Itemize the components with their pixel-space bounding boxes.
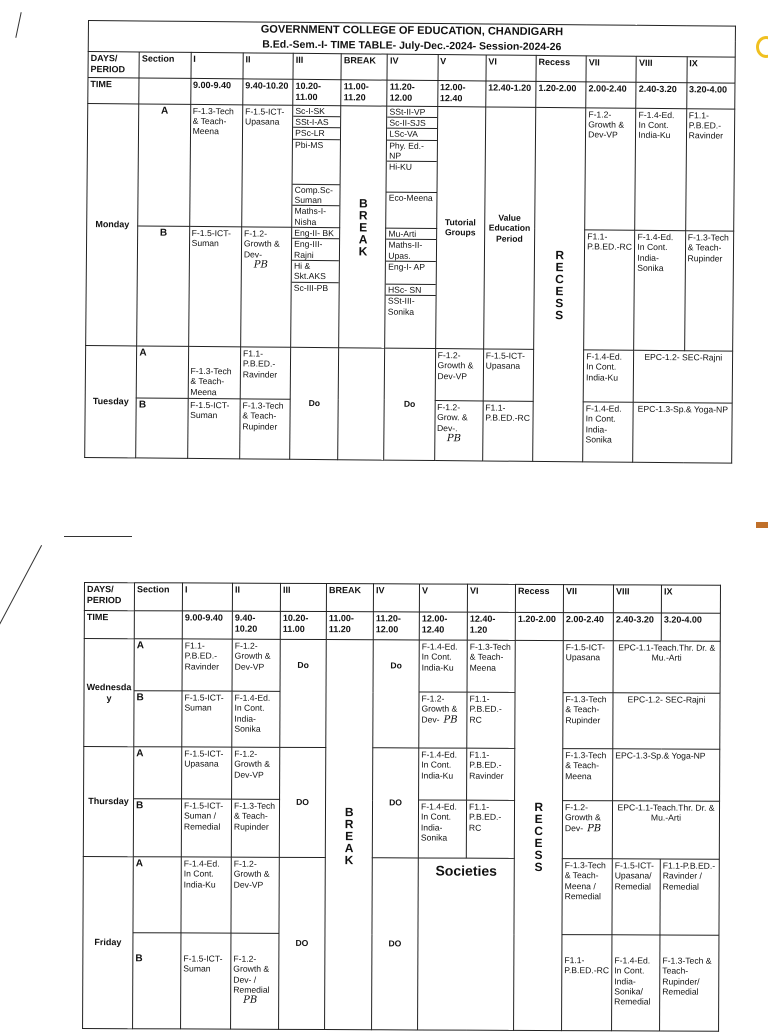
institution-title: GOVERNMENT COLLEGE OF EDUCATION, CHANDIGARH xyxy=(88,21,735,42)
class-cell: F-1.5-ICT-Upasana/ Remedial xyxy=(612,859,660,935)
class-cell: F1.1-P.B.ED.-RC xyxy=(482,401,533,461)
section-label: A xyxy=(136,346,188,398)
header-period-1: I xyxy=(182,583,232,611)
header-period-9: IX xyxy=(687,57,736,83)
handwritten-initials: PB xyxy=(587,822,602,834)
value-education-period: Value Education Period xyxy=(483,107,535,350)
header-period-6: VI xyxy=(486,55,536,81)
class-cell: F-1.3-Tech & Teach-Meena xyxy=(563,749,613,801)
time-slot: 1.20-2.00 xyxy=(515,612,563,640)
do-cell: Do xyxy=(384,348,435,460)
class-cell: F-1.5-ICT-Suman xyxy=(187,398,240,458)
class-cell: F-1.2-Growth & Dev-VP xyxy=(585,108,636,231)
time-slot: 2.00-2.40 xyxy=(563,613,613,641)
header-days-period: DAYS/ PERIOD xyxy=(84,583,134,611)
timetable-1 xyxy=(84,20,736,464)
class-cell: F-1.3-Tech & Teach-Meena xyxy=(189,104,242,227)
time-slot: 11.20-12.00 xyxy=(387,80,437,106)
break-empty xyxy=(338,348,385,460)
epc-cell: EPC-1.3-Sp.& Yoga-NP xyxy=(633,402,732,463)
header-period-2: II xyxy=(232,583,280,611)
header-period-8: VIII xyxy=(613,585,661,613)
subject-item: Eco-Meena xyxy=(388,192,433,204)
timetable-subtitle: B.Ed.-Sem.-I- TIME TABLE- July-Dec.-2024- Session-2024-26 xyxy=(88,36,735,57)
recess-label: RECESS xyxy=(533,107,586,462)
class-cell: F-1.2-Growth & Dev-VP xyxy=(232,747,280,799)
class-cell: F1.1-P.B.ED.-Ravinder xyxy=(182,639,232,691)
subject-item: Sc-I-SK xyxy=(293,106,340,118)
class-cell: F-1.4-Ed. In Cont. India-Sonika xyxy=(232,691,280,747)
subject-item: Sc-II-SJS xyxy=(387,118,436,130)
subject-item: Maths-II-Upas. xyxy=(386,240,435,262)
class-cell: F-1.2-Growth & Dev-VP xyxy=(232,639,280,691)
subject-item: PSc-LR xyxy=(293,128,340,140)
class-cell: F-1.5-ICT-Upasana xyxy=(242,105,293,228)
class-text: F-1.2-Growth & Dev- xyxy=(421,693,458,725)
epc-cell: EPC-1.2- SEC-Rajni xyxy=(613,693,720,749)
header-period-3: III xyxy=(280,583,326,611)
class-cell: F1.1-P.B.ED.-RC xyxy=(584,230,635,350)
time-label: TIME xyxy=(84,611,134,639)
subject-item: Hi & Skt.AKS xyxy=(292,261,339,283)
class-cell xyxy=(231,933,279,1029)
class-cell: F-1.4-Ed. In Cont. India-Ku xyxy=(635,108,686,231)
do-cell: Do xyxy=(290,347,339,459)
handwritten-initials: PB xyxy=(243,994,258,1007)
time-slot: 10.20-11.00 xyxy=(293,79,341,105)
section-label: B xyxy=(133,933,181,1029)
header-period-1: I xyxy=(191,52,244,78)
time-slot: 1.20-2.00 xyxy=(536,81,586,107)
class-cell: F-1.5-ICT-Suman xyxy=(182,691,232,747)
class-cell: F-1.5-ICT-Suman xyxy=(181,933,231,1029)
timetable-page-1 xyxy=(84,20,736,476)
header-days-period: DAYS/ PERIOD xyxy=(88,51,140,77)
class-cell: F-1.3-Tech & Teach-Rupinder/ Remedial xyxy=(660,935,719,1031)
do-cell: DO xyxy=(372,858,419,1030)
day-thursday: Thursday xyxy=(83,747,133,857)
day-tuesday: Tuesday xyxy=(85,345,137,457)
time-slot: 12.00-12.40 xyxy=(437,80,485,106)
class-cell: F-1.3-Tech & Teach-Rupinder xyxy=(240,399,291,459)
class-cell: F-1.3-Tech & Teach-Rupinder xyxy=(231,799,279,857)
section-label: A xyxy=(134,747,182,799)
class-cell: F1.1-P.B.ED.-RC xyxy=(466,800,514,858)
section-label: B xyxy=(133,799,181,857)
societies-cell: Societies xyxy=(418,858,515,1030)
header-period-4: IV xyxy=(387,54,437,80)
time-slot: 3.20-4.00 xyxy=(686,83,735,109)
section-label: A xyxy=(134,639,182,691)
class-cell: F-1.5-ICT-Upasana xyxy=(563,641,613,693)
subject-list xyxy=(292,105,341,228)
time-slot: 11.00-11.20 xyxy=(341,79,387,105)
header-period-2: II xyxy=(243,53,293,79)
handwritten-initials: PB xyxy=(253,259,268,271)
subject-item: Hi-KU xyxy=(387,162,437,193)
subject-item: HSc- SN xyxy=(386,285,435,297)
section-label: A xyxy=(138,104,190,227)
class-text: F-1.2-Growth & Dev- xyxy=(564,802,601,833)
time-slot: 12.40-1.20 xyxy=(485,81,535,107)
scan-mark xyxy=(0,545,42,625)
header-period-8: VIII xyxy=(636,56,686,82)
time-label: TIME xyxy=(88,77,140,103)
time-empty xyxy=(134,611,182,639)
class-text: F-1.2-Growth & Dev- / Remedial xyxy=(233,953,270,995)
class-cell: F-1.4-Ed. In Cont. India-Ku xyxy=(419,748,467,800)
header-break: BREAK xyxy=(341,53,387,79)
class-cell: F-1.4-Ed. In Cont. India-Sonika xyxy=(418,800,466,858)
class-cell: F1.1-P.B.ED.-RC xyxy=(562,935,612,1031)
header-section: Section xyxy=(139,52,191,78)
class-cell: F-1.4-Ed. In Cont. India-Sonika/ Remedial xyxy=(612,935,660,1031)
time-slot: 9.40-10.20 xyxy=(243,79,293,105)
do-cell: DO xyxy=(279,747,325,857)
time-slot: 2.40-3.20 xyxy=(636,82,686,108)
epc-cell: EPC-1.3-Sp.& Yoga-NP xyxy=(613,749,720,801)
time-slot: 9.00-9.40 xyxy=(182,611,232,639)
time-empty xyxy=(139,78,191,104)
break-label: BREAK xyxy=(339,105,387,348)
subject-item: Sc-III-PB xyxy=(293,282,329,293)
subject-item: Eng-I- AP xyxy=(386,262,435,285)
section-label: B xyxy=(136,398,188,458)
header-period-6: VI xyxy=(467,584,515,612)
day-monday: Monday xyxy=(86,103,139,346)
subject-item: Eng-III-Rajni xyxy=(292,239,339,261)
subject-item: SSt-I-AS xyxy=(293,117,340,129)
header-period-3: III xyxy=(293,53,341,79)
time-slot: 9.40-10.20 xyxy=(232,611,280,639)
class-cell: F-1.3-Tech & Teach-Meena xyxy=(467,640,515,692)
subject-list xyxy=(385,228,436,348)
subject-item: Mu-Arti xyxy=(386,229,435,241)
class-cell: F1.1-P.B.ED.-Ravinder xyxy=(467,748,515,800)
subject-item: Maths-I-Nisha xyxy=(294,206,327,227)
class-cell: F-1.4-Ed. In Cont. India-Sonika xyxy=(634,230,685,350)
epc-cell: EPC-1.2- SEC-Rajni xyxy=(634,350,733,403)
time-slot: 12.00-12.40 xyxy=(419,612,467,640)
class-cell: F1.1-P.B.ED.-Ravinder xyxy=(685,109,734,232)
timetable-2 xyxy=(82,582,721,1032)
scan-mark xyxy=(15,12,21,38)
subject-item: Phy. Ed.-NP xyxy=(387,140,436,162)
class-cell xyxy=(241,227,292,347)
header-period-5: V xyxy=(438,54,486,80)
class-cell: F1.1-P.B.ED.-Ravinder / Remedial xyxy=(660,859,719,935)
header-recess: Recess xyxy=(515,584,563,612)
section-label: B xyxy=(134,691,182,747)
class-text: F-1.2-Growth & Dev- xyxy=(243,228,280,260)
day-wednesday: Wednesday xyxy=(84,639,134,747)
time-slot: 2.00-2.40 xyxy=(586,82,636,108)
class-cell: F-1.2-Growth & Dev-VP xyxy=(435,349,484,401)
class-cell: F-1.3-Tech & Teach-Meena / Remedial xyxy=(562,859,612,935)
header-period-7: VII xyxy=(563,585,613,613)
header-period-5: V xyxy=(419,584,467,612)
time-slot: 12.40-1.20 xyxy=(467,612,515,640)
class-cell: F-1.4-Ed. In Cont. India-Ku xyxy=(583,350,634,402)
scan-mark xyxy=(64,536,132,537)
subject-list xyxy=(386,106,437,229)
do-cell: Do xyxy=(373,640,419,748)
section-label: B xyxy=(137,226,189,346)
class-cell: F1.1-P.B.ED.-RC xyxy=(467,692,515,748)
header-recess: Recess xyxy=(536,55,586,81)
class-cell: F-1.4-Ed. In Cont. India-Ku xyxy=(419,640,467,692)
class-cell: F-1.2-Growth & Dev-VP xyxy=(231,857,279,933)
time-slot: 9.00-9.40 xyxy=(190,78,243,104)
subject-item: Comp.Sc-Suman xyxy=(293,185,340,207)
class-text: F-1.2-Grow. & Dev-. xyxy=(436,402,468,433)
time-slot: 10.20-11.00 xyxy=(280,611,326,639)
scan-edge-mark xyxy=(756,36,768,58)
epc-cell: EPC-1.1-Teach.Thr. Dr. & Mu.-Arti xyxy=(612,801,719,859)
class-cell: F-1.3-Tech & Teach-Rupinder xyxy=(684,231,733,351)
time-slot: 2.40-3.20 xyxy=(613,613,661,641)
break-label: BREAK xyxy=(325,640,374,1030)
class-cell xyxy=(419,692,467,748)
header-period-9: IX xyxy=(661,585,720,613)
epc-cell: EPC-1.1-Teach.Thr. Dr. & Mu.-Arti xyxy=(613,641,720,693)
subject-item: SSt-III-Sonika xyxy=(387,295,415,317)
header-break: BREAK xyxy=(326,584,373,612)
class-cell xyxy=(562,801,612,859)
subject-item: SSt-II-VP xyxy=(387,106,436,118)
class-cell: F-1.4-Ed. In Cont. India-Ku xyxy=(181,857,231,933)
class-cell: F-1.5-ICT-Upasana xyxy=(483,349,534,401)
time-slot: 11.00-11.20 xyxy=(326,612,373,640)
header-period-4: IV xyxy=(373,584,419,612)
handwritten-initials: PB xyxy=(446,433,462,445)
do-cell: DO xyxy=(279,857,326,1029)
class-cell: F1.1-P.B.ED.-Ravinder xyxy=(240,347,291,399)
header-section: Section xyxy=(134,583,182,611)
handwritten-initials: PB xyxy=(443,714,458,726)
timetable-page-2 xyxy=(82,582,720,1027)
do-cell: DO xyxy=(372,748,418,858)
time-slot: 3.20-4.00 xyxy=(661,613,720,641)
subject-item: LSc-VA xyxy=(387,129,436,141)
class-cell: F-1.5-ICT-Suman / Remedial xyxy=(181,799,231,857)
class-cell: F-1.4-Ed. In Cont. India-Sonika xyxy=(583,402,634,462)
class-cell: F-1.5-ICT-Suman xyxy=(188,226,241,346)
subject-list xyxy=(291,227,340,347)
header-period-7: VII xyxy=(586,56,636,82)
day-friday: Friday xyxy=(83,856,134,1028)
tutorial-groups: Tutorial Groups xyxy=(435,106,485,349)
class-cell xyxy=(434,401,483,461)
recess-label: RECESS xyxy=(514,640,564,1030)
subject-item: Pbi-MS xyxy=(293,140,341,185)
class-cell: F-1.3-Tech & Teach-Rupinder xyxy=(563,693,613,749)
time-slot: 11.20-12.00 xyxy=(373,612,419,640)
class-cell: F-1.5-ICT-Upasana xyxy=(182,747,232,799)
scan-edge-mark xyxy=(756,522,768,528)
section-label: A xyxy=(133,857,181,933)
subject-item: Eng-II- BK xyxy=(292,228,339,240)
do-cell: Do xyxy=(280,639,326,747)
class-cell: F-1.3-Tech & Teach-Meena xyxy=(188,346,241,398)
